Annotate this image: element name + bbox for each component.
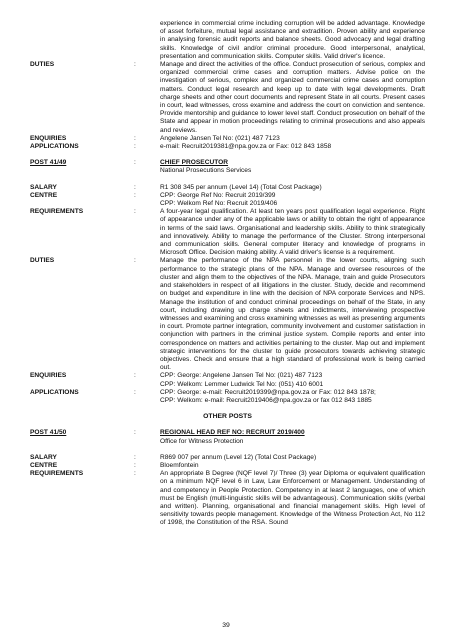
colon: :: [134, 134, 136, 142]
requirements-row: [30, 208, 425, 257]
centre-label: CENTRE: [30, 191, 58, 199]
applications-line: CPP: Welkom: e-mail: Recruit2019406@npa.gov.za or fax 012 843 1885: [160, 396, 372, 404]
intro-paragraph: experience in commercial crime including corruption will be added advantage. Knowledge of asset forfeiture, mutual legal assistance and extradition. Proven ability and experience in analysing forensic audit reports and balance sheets. Good advocacy and legal drafting skills. Knowledge of civil and/or criminal procedure. Good interpersonal, analytical, presentation and communication skills. Computer skills. Valid driver's licence.: [160, 20, 425, 60]
duties-row: [30, 61, 425, 135]
duties-text: Manage the performance of the NPA personnel in the lower courts, aligning such performance to the strategic plans of the NPA. Manage and oversee resources of the cluster and align them to the objectives of the NPA. Manage, train and guide Prosecutors and stakeholders in respect of all litigations in the cluster. Study, decide and recommend on budget and expenditure in line with the decision of NPA corporate Services and NPS. Manage the institution of and conduct criminal proceedings on behalf of the State, in any court, including drawing up charge sheets and indictments, interviewing prospective witnesses and examining and cross examining witnesses as well as presenting arguments in court. Promote partner integration, community involvement and customer satisfaction in conjunction with partners in the criminal justice system. Compile reports and enter into correspondence on matters and activities pertaining to the cluster. Map out and implement strategic interventions for the cluster to guide prosecutors towards achieving strategic objectives. Check and ensure that a high standard of professional work is being carried out.: [160, 257, 425, 372]
colon: :: [134, 453, 136, 461]
salary-row: [30, 184, 425, 192]
duties-label: DUTIES: [30, 257, 55, 265]
applications-line: CPP: George: e-mail: Recruit2019399@npa.gov.za or Fax: 012 843 1878;: [160, 388, 376, 396]
enquiries-row: [30, 372, 425, 388]
other-posts-heading: OTHER POSTS: [203, 413, 252, 421]
post-subtitle: National Prosecutions Services: [160, 167, 252, 175]
enquiries-label: ENQUIRIES: [30, 134, 67, 142]
centre-text: Bloemfontein: [160, 461, 199, 469]
document-page: [30, 20, 425, 528]
centre-line: CPP: George Ref No: Recruit 2019/399: [160, 191, 276, 199]
colon: :: [134, 388, 136, 396]
requirements-label: REQUIREMENTS: [30, 470, 84, 478]
enquiries-row: [30, 135, 425, 143]
enquiries-text: Angelene Jansen Tel No: (021) 487 7123: [160, 134, 280, 142]
salary-label: SALARY: [30, 183, 57, 191]
post-header-row: [30, 429, 425, 445]
centre-row: [30, 462, 425, 470]
colon: :: [134, 159, 136, 167]
centre-label: CENTRE: [30, 461, 58, 469]
colon: :: [134, 191, 136, 199]
page-number: 39: [222, 622, 230, 629]
post-number: POST 41/50: [30, 429, 67, 437]
requirements-text: An appropriate B Degree (NQF level 7)/ Three (3) year Diploma or equivalent qualification on a minimum NQF level 6 in Law, Law Enforcement or Management. Understanding of and competency in People Protection. Competency in at least 2 languages, one of which must be English (multi-linguistic skills will be advantageous). Communication skills (verbal and written). Planning, organisational and financial management skills. High level of sensitivity towards people management. Knowledge of the Witness Protection Act, No 112 of 1998, the Constitution of the RSA. Sound: [160, 470, 425, 527]
salary-label: SALARY: [30, 453, 57, 461]
post-number: POST 41/49: [30, 159, 67, 167]
colon: :: [134, 183, 136, 191]
requirements-text: A four-year legal qualification. At least ten years post qualification legal experience. Right of appearance under any of the applicable laws or ability to obtain the right of appearance in terms of the said laws. Organisational and leadership skills. Ability to think strategically and innovatively. Ability to manage the performance of the Cluster. Strong interpersonal and communication skills. General computer literacy and knowledge of programs in Microsoft Office. Decision making ability. A valid driver's license is a requirement.: [160, 208, 425, 257]
applications-row: [30, 143, 425, 151]
colon: :: [134, 208, 136, 216]
requirements-row: [30, 470, 425, 527]
salary-text: R1 308 345 per annum (Level 14) (Total Cost Package): [160, 183, 322, 191]
colon: :: [134, 143, 136, 151]
enquiries-line: CPP: Welkom: Lemmer Ludwick Tel No: (051) 410 6001: [160, 380, 324, 388]
applications-label: APPLICATIONS: [30, 143, 79, 151]
enquiries-line: CPP: George: Angelene Jansen Tel No: (021) 487 7123: [160, 372, 323, 380]
enquiries-label: ENQUIRIES: [30, 372, 67, 380]
salary-text: R869 007 per annum (Level 12) (Total Cost Package): [160, 453, 317, 461]
salary-row: [30, 454, 425, 462]
duties-label: DUTIES: [30, 61, 55, 69]
colon: :: [134, 470, 136, 478]
applications-row: [30, 389, 425, 405]
applications-text: e-mail: Recruit2019381@npa.gov.za or Fax: 012 843 1858: [160, 143, 332, 151]
duties-text: Manage and direct the activities of the office. Conduct prosecution of serious, complex and organized commercial crime cases and corruption matters. Advise police on the investigation of serious, complex and organized commercial crime cases and corruption matters. Conduct legal research and keep up to date with legal developments. Draft charge sheets and other court documents and represent State in all courts. Present cases in court, lead witnesses, cross examine and address the court on conviction and sentence. Provide mentorship and guidance to lower level staff. Conduct prosecution on behalf of the State and appear in motion proceedings relating to criminal prosecutions and also appeals and reviews.: [160, 61, 425, 134]
post-title: REGIONAL HEAD REF NO: RECRUIT 2019/400: [160, 429, 305, 437]
applications-label: APPLICATIONS: [30, 388, 79, 396]
post-title: CHIEF PROSECUTOR: [160, 159, 229, 167]
colon: :: [134, 461, 136, 469]
colon: :: [134, 372, 136, 380]
centre-line: CPP: Welkom Ref No: Recruit 2019/406: [160, 200, 278, 208]
colon: :: [134, 429, 136, 437]
colon: :: [134, 257, 136, 265]
centre-row: [30, 192, 425, 208]
post-subtitle: Office for Witness Protection: [160, 437, 244, 445]
duties-row: [30, 257, 425, 372]
requirements-label: REQUIREMENTS: [30, 208, 84, 216]
colon: :: [134, 61, 136, 69]
post-header-row: [30, 159, 425, 175]
